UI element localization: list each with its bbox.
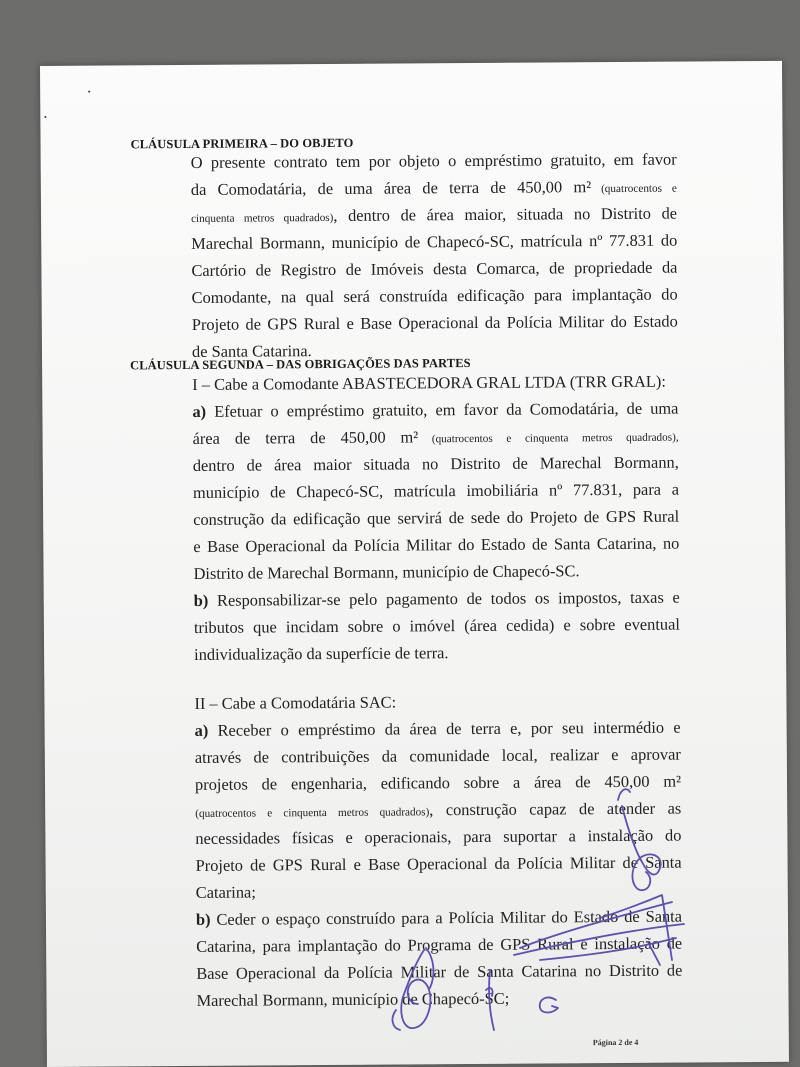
clause1-line: Marechal Bormann, município de Chapecó-SC, matrícula nº 77.831 do [191, 230, 678, 253]
item2-a-line: necessidades físicas e operacionais, para suportar a instalação do [195, 825, 682, 848]
part1-title: I – Cabe a Comodante ABASTECEDORA GRAL LTDA (TRR GRAL): [192, 371, 666, 394]
margin-initial [622, 806, 661, 890]
signature-stroke [514, 924, 684, 955]
clause2-heading: CLÁUSULA SEGUNDA – DAS OBRIGAÇÕES DAS PARTES [130, 356, 471, 373]
signature-stroke [520, 902, 672, 948]
item-b-line: b) Responsabilizar-se pelo pagamento de todos os impostos, taxas e [193, 587, 680, 610]
item-a-line: município de Chapecó-SC, matrícula imobiliária nº 77.831, para a [192, 479, 680, 502]
clause1-line: de Santa Catarina. [191, 341, 312, 361]
item-a-line: dentro de área maior situada no Distrito de Marechal Bormann, [192, 452, 679, 475]
item-a-line: Distrito de Marechal Bormann, município de Chapecó-SC. [193, 561, 580, 583]
clause1-line: cinquenta metros quadrados), dentro de área maior, situada no Distrito de [191, 203, 678, 225]
item-a-line: construção da edificação que servirá de sede do Projeto de GPS Rural [193, 506, 680, 529]
item2-a-line: (quatrocentos e cinquenta metros quadrados), construção capaz de atender as [195, 798, 682, 820]
clause1-line: Cartório de Registro de Imóveis desta Comarca, de propriedade da [191, 257, 678, 280]
item2-a-line: Catarina; [195, 882, 256, 902]
item2-b-line: Marechal Bormann, município de Chapecó-SC; [196, 988, 510, 1010]
item-a-line: área de terra de 450,00 m² (quatrocentos e cinquenta metros quadrados), [192, 427, 679, 448]
signature-stroke [393, 1010, 400, 1030]
item2-b-line: Base Operacional da Polícia Militar de Santa Catarina no Distrito de [196, 960, 683, 983]
item2-a-line: projetos de engenharia, edificando sobre a área de 450,00 m² [194, 771, 682, 794]
item2-a-line: a) Receber o empréstimo da área de terra e, por seu intermédio e [194, 717, 681, 740]
item-b-line: individualização da superfície de terra. [194, 643, 449, 664]
initial-g [540, 998, 558, 1013]
item-a-line: e Base Operacional da Polícia Militar do Estado de Santa Catarina, no [193, 533, 680, 556]
signature-stroke [489, 970, 494, 1030]
part2-title: II – Cabe a Comodatária SAC: [194, 692, 397, 713]
margin-initial [618, 789, 630, 800]
item-a-line: a) Efetuar o empréstimo gratuito, em favor da Comodatária, de uma [192, 398, 679, 421]
item2-b-line: b) Ceder o espaço construído para a Polícia Militar do Estado de Santa [195, 906, 683, 929]
item2-a-line: Projeto de GPS Rural e Base Operacional da Polícia Militar de Santa [195, 852, 682, 875]
clause1-line: Projeto de GPS Rural e Base Operacional da Polícia Militar do Estado [191, 311, 678, 334]
page-number: Página 2 de 4 [592, 1037, 639, 1048]
item-b-line: tributos que incidam sobre o imóvel (área cedida) e sobre eventual [193, 614, 680, 637]
clause1-line: da Comodatária, de uma área de terra de 450,00 m² (quatrocentos e [190, 177, 677, 199]
clause1-line: O presente contrato tem por objeto o empréstimo gratuito, em favor [190, 149, 677, 172]
signature-stroke [401, 950, 430, 1028]
signature-stroke [426, 948, 433, 988]
clause1-line: Comodante, na qual será construída edificação para implantação do [191, 284, 678, 307]
clause1-heading: CLÁUSULA PRIMEIRA – DO OBJETO [130, 135, 354, 152]
item2-b-line: Catarina, para implantação do Programa de GPS Rural e instalação de [196, 933, 683, 956]
item2-a-line: através de contribuições da comunidade local, realizar e aprovar [194, 744, 681, 767]
signature-stroke [648, 942, 660, 965]
